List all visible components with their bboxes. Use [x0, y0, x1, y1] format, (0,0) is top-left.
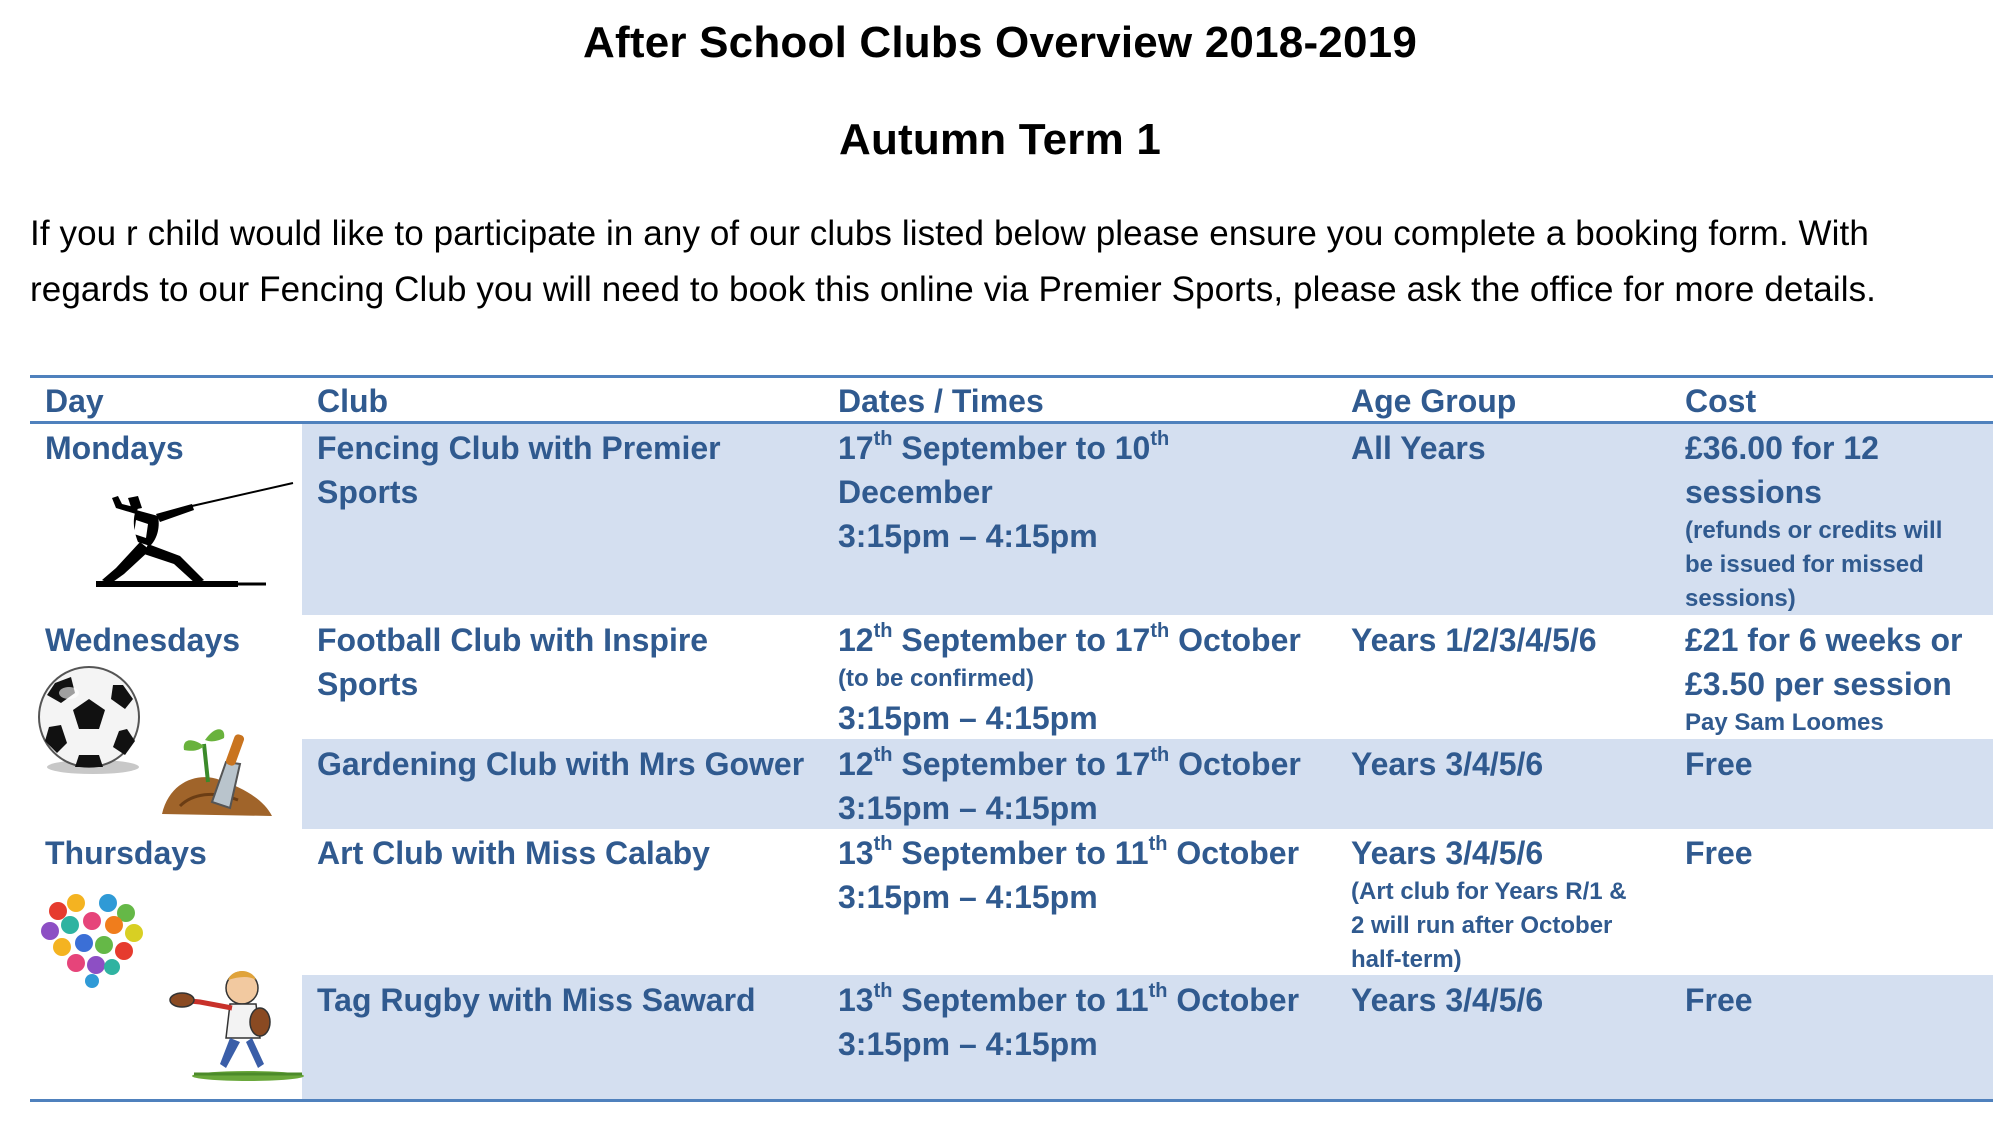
date-range-end: December [838, 474, 993, 510]
age-line: Years 3/4/5/6 [1351, 835, 1544, 871]
table-row-fencing-dates [838, 426, 1169, 558]
table-row-art-club: Art Club with Miss Calaby [317, 835, 710, 871]
table-row-rugby-club: Tag Rugby with Miss Saward [317, 982, 756, 1018]
day-mondays: Mondays [45, 430, 184, 466]
table-row-art-dates [838, 831, 1299, 919]
football-icon [35, 663, 147, 778]
date-range: 12th September to 17th October [838, 620, 1301, 658]
table-top-rule [30, 375, 1993, 378]
table-row-art-cost: Free [1685, 835, 1753, 871]
clubs-table [30, 375, 1993, 1101]
table-row-football-age: Years 1/2/3/4/5/6 [1351, 622, 1597, 658]
club-time: 3:15pm – 4:15pm [838, 700, 1098, 736]
term-subtitle: Autumn Term 1 [838, 115, 1162, 164]
rugby-child-icon [160, 968, 306, 1083]
table-row-art-age [1351, 831, 1627, 977]
handprint-heart-icon [36, 887, 148, 991]
table-row-football-club [317, 618, 708, 706]
date-range: 17th September to 10th [838, 428, 1170, 466]
table-row-rugby-age: Years 3/4/5/6 [1351, 982, 1544, 1018]
table-row-football-cost [1685, 618, 1962, 740]
table-row-fencing-club [317, 426, 721, 514]
table-row-gardening-club: Gardening Club with Mrs Gower [317, 746, 805, 782]
table-row-football-dates [838, 618, 1301, 740]
table-row-gardening-cost: Free [1685, 746, 1753, 782]
table-row-gardening-age: Years 3/4/5/6 [1351, 746, 1544, 782]
day-wednesdays: Wednesdays [45, 622, 241, 658]
club-time: 3:15pm – 4:15pm [838, 518, 1098, 554]
cost-note: sessions) [1685, 585, 1796, 612]
page-title: After School Clubs Overview 2018-2019 [583, 18, 1417, 67]
club-time: 3:15pm – 4:15pm [838, 1026, 1098, 1062]
intro-line-2: regards to our Fencing Club you will need to book this online via Premier Sports, please ask the office for more details. [30, 270, 1877, 309]
date-range: 12th September to 17th October [838, 744, 1301, 782]
col-header-dates: Dates / Times [838, 383, 1044, 419]
table-row-rugby-cost: Free [1685, 982, 1753, 1018]
col-header-day: Day [45, 383, 104, 419]
cost-line: £21 for 6 weeks or [1685, 622, 1963, 658]
cost-note: Pay Sam Loomes [1685, 709, 1884, 736]
club-time: 3:15pm – 4:15pm [838, 879, 1098, 915]
cost-line: £36.00 for 12 [1685, 430, 1879, 466]
date-range: 13th September to 11th October [838, 833, 1300, 871]
table-row-gardening-dates [838, 742, 1301, 830]
col-header-cost: Cost [1685, 383, 1757, 419]
table-row-fencing-cost [1685, 426, 1942, 616]
table-row-fencing-age: All Years [1351, 430, 1486, 466]
col-header-age: Age Group [1351, 383, 1517, 419]
intro-line-1: If you r child would like to participate in any of our clubs listed below please ensure you complete a booking form. With [30, 214, 1869, 253]
club-time: 3:15pm – 4:15pm [838, 790, 1098, 826]
gardening-trowel-icon [160, 710, 276, 820]
fencer-icon [88, 480, 298, 592]
club-name-line: Sports [317, 666, 419, 702]
age-note: (Art club for Years R/1 & [1351, 878, 1627, 905]
club-name-line: Fencing Club with Premier [317, 430, 721, 466]
date-note: (to be confirmed) [838, 665, 1034, 692]
club-name-line: Football Club with Inspire [317, 622, 709, 658]
cost-line: £3.50 per session [1685, 666, 1952, 702]
cost-note: (refunds or credits will [1685, 517, 1943, 544]
age-note: half-term) [1351, 946, 1462, 973]
table-bottom-rule [30, 1099, 1993, 1102]
age-note: 2 will run after October [1351, 912, 1613, 939]
cost-note: be issued for missed [1685, 551, 1924, 578]
cost-line: sessions [1685, 474, 1822, 510]
club-name-line: Sports [317, 474, 419, 510]
intro-paragraph [30, 206, 1980, 318]
day-thursdays: Thursdays [45, 835, 207, 871]
date-range: 13th September to 11th October [838, 980, 1300, 1018]
col-header-club: Club [317, 383, 389, 419]
table-row-rugby-dates [838, 978, 1299, 1066]
